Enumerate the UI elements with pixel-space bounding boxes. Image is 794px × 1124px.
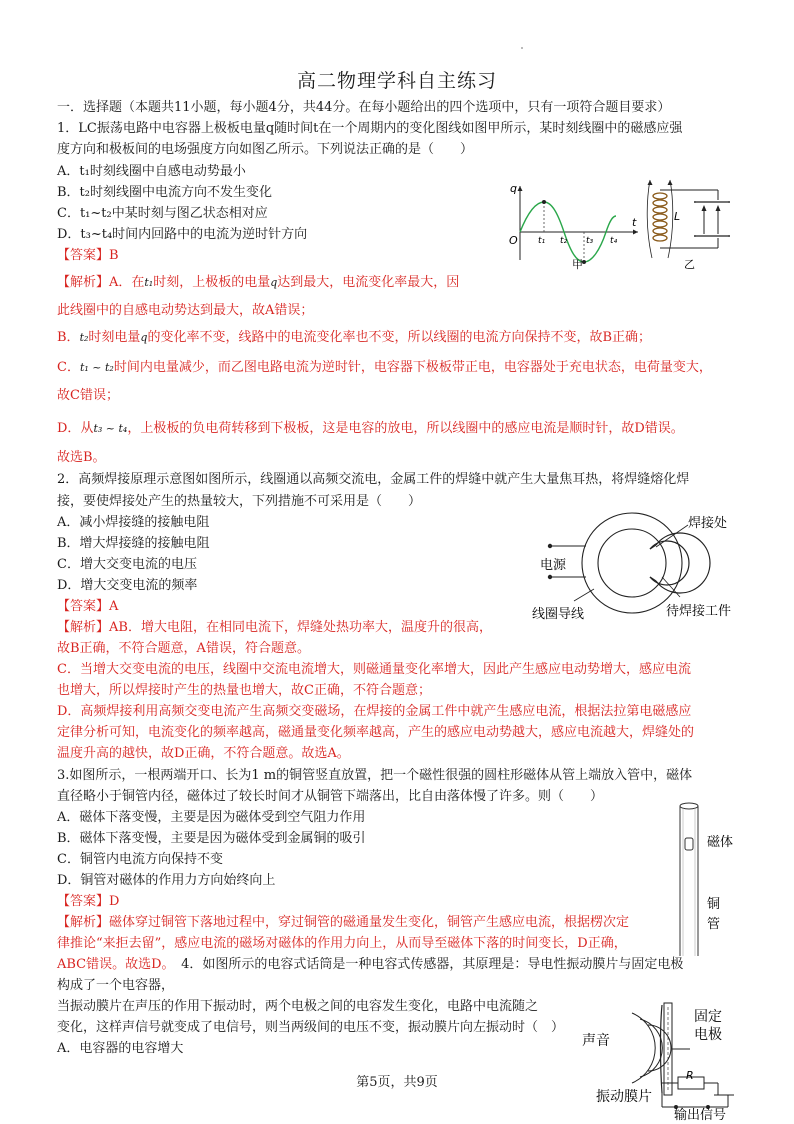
q1-option-a: A．t₁时刻线圈中自感电动势最小 (57, 164, 246, 179)
q3-explanation-line3 (57, 957, 683, 973)
q1-explanation-line1 (57, 275, 459, 291)
q2-explanation-line3: C．当增大交变电流的电压，线圈中交流电流增大，则磁通量变化率增大，因此产生感应电动势增大，感应电流 (57, 662, 691, 677)
q3-figure-pipe (675, 800, 743, 960)
q1-stem-line2: 度方向和极板间的电场强度方向如图乙所示。下列说法正确的是（ ） (57, 142, 474, 157)
pipe-label-2: 管 (707, 917, 721, 932)
q1-explanation-line4 (57, 360, 712, 376)
q4-stem-line1: 4．如图所示的电容式话筒是一种电容式传感器，其原理是：导电性振动膜片与固定电极 (168, 957, 684, 972)
t4-label: t₄ (610, 236, 618, 246)
q2-option-c: C．增大交变电流的电压 (57, 557, 197, 572)
q1-figure-jia (506, 180, 646, 270)
q2-explanation-line6: 定律分析可知，电流变化的频率越高，磁通量变化频率越高，产生的感应电动势越大，感应电流越大，焊缝处的 (57, 725, 695, 740)
power-terminal-top (548, 544, 552, 548)
q1-explanation-line6 (57, 421, 684, 437)
capacitor-gap (696, 200, 728, 238)
workpiece-inner-arc (650, 541, 689, 585)
q1-stem-line1: 1．LC振荡电路中电容器上极板电量q随时间t在一个周期内的变化图线如图甲所示，某时刻线圈中的磁感应强 (57, 121, 683, 136)
q2-option-b: B．增大焊接缝的接触电阻 (57, 536, 210, 551)
page-footer: 第5页，共9页 (356, 1075, 438, 1090)
q3-explanation-line1: 【解析】磁体穿过铜管下落地过程中，穿过铜管的磁通量发生变化，铜管产生感应电流，根据楞次定 (57, 915, 630, 930)
q2-option-d: D．增大交变电流的频率 (57, 578, 198, 593)
q1-exp3-text-b: 时刻电量 (88, 330, 141, 345)
q1-exp3-symbol-q: q (140, 331, 148, 344)
pipe-label-1: 铜 (707, 897, 721, 912)
q-axis-label: q (510, 182, 517, 195)
q2-stem-line1: 2．高频焊接原理示意图如图所示，线圈通以高频交流电，金属工件的焊缝中就产生大量焦耳热，将焊缝熔化焊 (57, 472, 690, 487)
q4-option-a: A．电容器的电容增大 (57, 1041, 184, 1056)
peak-dot (542, 200, 546, 204)
t2-label: t₂ (560, 236, 568, 246)
power-label: 电源 (540, 558, 567, 573)
q1-exp3-text-a: B． (57, 330, 80, 345)
q2-option-a: A．减小焊接缝的接触电阻 (57, 515, 210, 530)
q3-stem-line2: 直径略小于铜管内径，磁体过了较长时间才从铜管下端落出，比自由落体慢了许多。则（ ） (57, 789, 604, 804)
magnet-label: 磁体 (707, 835, 734, 850)
q3-option-a: A．磁体下落变慢，主要是因为磁体受到空气阻力作用 (57, 810, 366, 825)
q3-answer: 【答案】D (57, 894, 120, 909)
q1-explanation-line5: 故C错误； (57, 388, 119, 403)
b-field-arrow-right-icon (668, 180, 673, 185)
film-label: 振动膜片 (596, 1089, 652, 1105)
q-axis-arrow-icon (518, 186, 523, 191)
q1-option-c: C．t₁~t₂中某时刻与图乙状态相对应 (57, 206, 268, 221)
fixed-electrode-label-2: 电极 (694, 1027, 722, 1043)
q1-exp4-text-a: C． (57, 360, 80, 375)
q1-exp4-symbol-range: t₁ ~ t₂ (79, 361, 114, 374)
q1-figure-yi (640, 172, 740, 272)
q1-exp6-symbol-range: t₃ ~ t₄ (93, 422, 128, 435)
figure-yi-caption: 乙 (684, 258, 695, 271)
t1-label: t₁ (538, 236, 546, 246)
coil-pointer (574, 589, 594, 601)
q1-exp6-text-b: ，上极板的负电荷转移到下极板，这是电容的放电，所以线圈中的感应电流是顺时针，故D错误。 (127, 421, 684, 436)
q3-explanation-conclusion: ABC错误。故选D。 (57, 957, 169, 972)
magnet (685, 838, 693, 850)
b-field-line-left (647, 180, 652, 258)
t-axis-arrow-icon (633, 230, 638, 235)
q1-exp6-text-a: D．从 (57, 421, 94, 436)
q1-exp1-text-c: 达到最大，电流变化率最大，因 (277, 275, 460, 290)
q3-option-d: D．铜管对磁体的作用力方向始终向上 (57, 873, 276, 888)
q2-explanation-line5: D．高频焊接利用高频交变电流产生高频交变磁场，在焊接的金属工件中就产生感应电流，根据法拉第电磁感应 (57, 704, 692, 719)
resistor-label: R (686, 1069, 694, 1082)
page-title: 高二物理学科自主练习 (296, 70, 497, 92)
q3-explanation-line2: 律推论“来拒去留”，感应电流的磁场对磁体的作用力向上，从而导至磁体下落的时间变长，D正确， (57, 936, 627, 951)
q2-explanation-line1: 【解析】AB．增大电阻，在相同电流下，焊缝处热功率大，温度升的很高， (57, 620, 492, 635)
q1-option-b: B．t₂时刻线圈中电流方向不发生变化 (57, 185, 272, 200)
q1-explanation-line2: 此线圈中的自感电动势达到最大，故A错误； (57, 303, 314, 318)
sound-label: 声音 (582, 1033, 610, 1049)
q1-explanation-line7: 故选B。 (57, 450, 106, 465)
q3-stem-line1: 3.如图所示，一根两端开口、长为1 m的铜管竖直放置，把一个磁性很强的圆柱形磁体从管上端放入管中，磁体 (57, 768, 693, 783)
q4-figure-microphone (578, 995, 754, 1122)
coil-wire-label: 线圈导线 (532, 607, 585, 622)
q2-figure-welding (530, 505, 742, 625)
b-field-arrow-left-icon (648, 180, 653, 185)
q1-exp1-symbol-q: q (270, 276, 278, 289)
q1-exp4-text-b: 时间内电量减少，而乙图电路电流为逆时针，电容器下极板带正电，电容器处于充电状态，电荷量变大， (113, 360, 712, 375)
q2-answer: 【答案】A (57, 599, 119, 614)
q3-option-c: C．铜管内电流方向保持不变 (57, 852, 223, 867)
t3-label: t₃ (586, 236, 594, 246)
weld-pointer (656, 525, 688, 547)
figure-jia-caption: 甲 (572, 258, 583, 270)
q2-explanation-line2: 故B正确，不符合题意，A错误，符合题意。 (57, 641, 310, 656)
t-axis-label: t (632, 216, 637, 229)
q2-explanation-line4: 也增大，所以焊接时产生的热量也增大，故C正确，不符合题意； (57, 683, 431, 698)
q3-option-b: B．磁体下落变慢，主要是因为磁体受到金属铜的吸引 (57, 831, 366, 846)
origin-label: O (509, 234, 518, 247)
coil-outer-ring (582, 513, 682, 613)
scan-dot (521, 47, 523, 49)
q1-exp3-symbol-t2: t₂ (79, 331, 89, 344)
weld-label: 焊接处 (688, 516, 728, 531)
fixed-electrode-label-1: 固定 (694, 1009, 722, 1025)
power-terminal-bottom (548, 575, 552, 579)
inductor-label: L (674, 210, 681, 223)
q1-option-d: D．t₃~t₄时间内回路中的电流为逆时针方向 (57, 227, 308, 242)
q1-explanation-line3 (57, 330, 651, 346)
b-field-line-right (668, 180, 673, 258)
q1-exp1-text-b: 时刻，上极板的电量 (153, 275, 271, 290)
q1-exp3-text-c: 的变化率不变，线路中的电流变化率也不变，所以线圈的电流方向保持不变，故B正确； (147, 330, 652, 345)
q2-explanation-line7: 温度升高的越快，故D正确，不符合题意。故选A。 (57, 746, 350, 761)
q1-exp1-text-a: 【解析】A．在 (57, 275, 145, 290)
q2-stem-line2: 接，要使焊接处产生的热量较大，下列措施不可采用是（ ） (57, 494, 422, 509)
q4-stem-line2: 构成了一个电容器， (57, 978, 175, 993)
q4-stem-line4: 变化，这样声信号就变成了电信号，则当两级间的电压不变，振动膜片向左振动时（ ） (57, 1020, 565, 1035)
q1-exp1-symbol-t1: t₁ (144, 276, 154, 289)
q1-answer: 【答案】B (57, 248, 119, 263)
inductor-coil (653, 193, 667, 241)
workpiece-label: 待焊接工件 (666, 604, 732, 619)
coil-inner-ring (598, 529, 666, 597)
q4-stem-line3: 当振动膜片在声压的作用下振动时，两个电极之间的电容发生变化，电路中电流随之 (57, 999, 539, 1014)
section-heading: 一．选择题（本题共11小题，每小题4分，共44分。在每小题给出的四个选项中，只有一项符合题目要求） (57, 100, 671, 115)
output-label: 输出信号 (674, 1108, 727, 1122)
workpiece-outer-arc (656, 533, 710, 593)
